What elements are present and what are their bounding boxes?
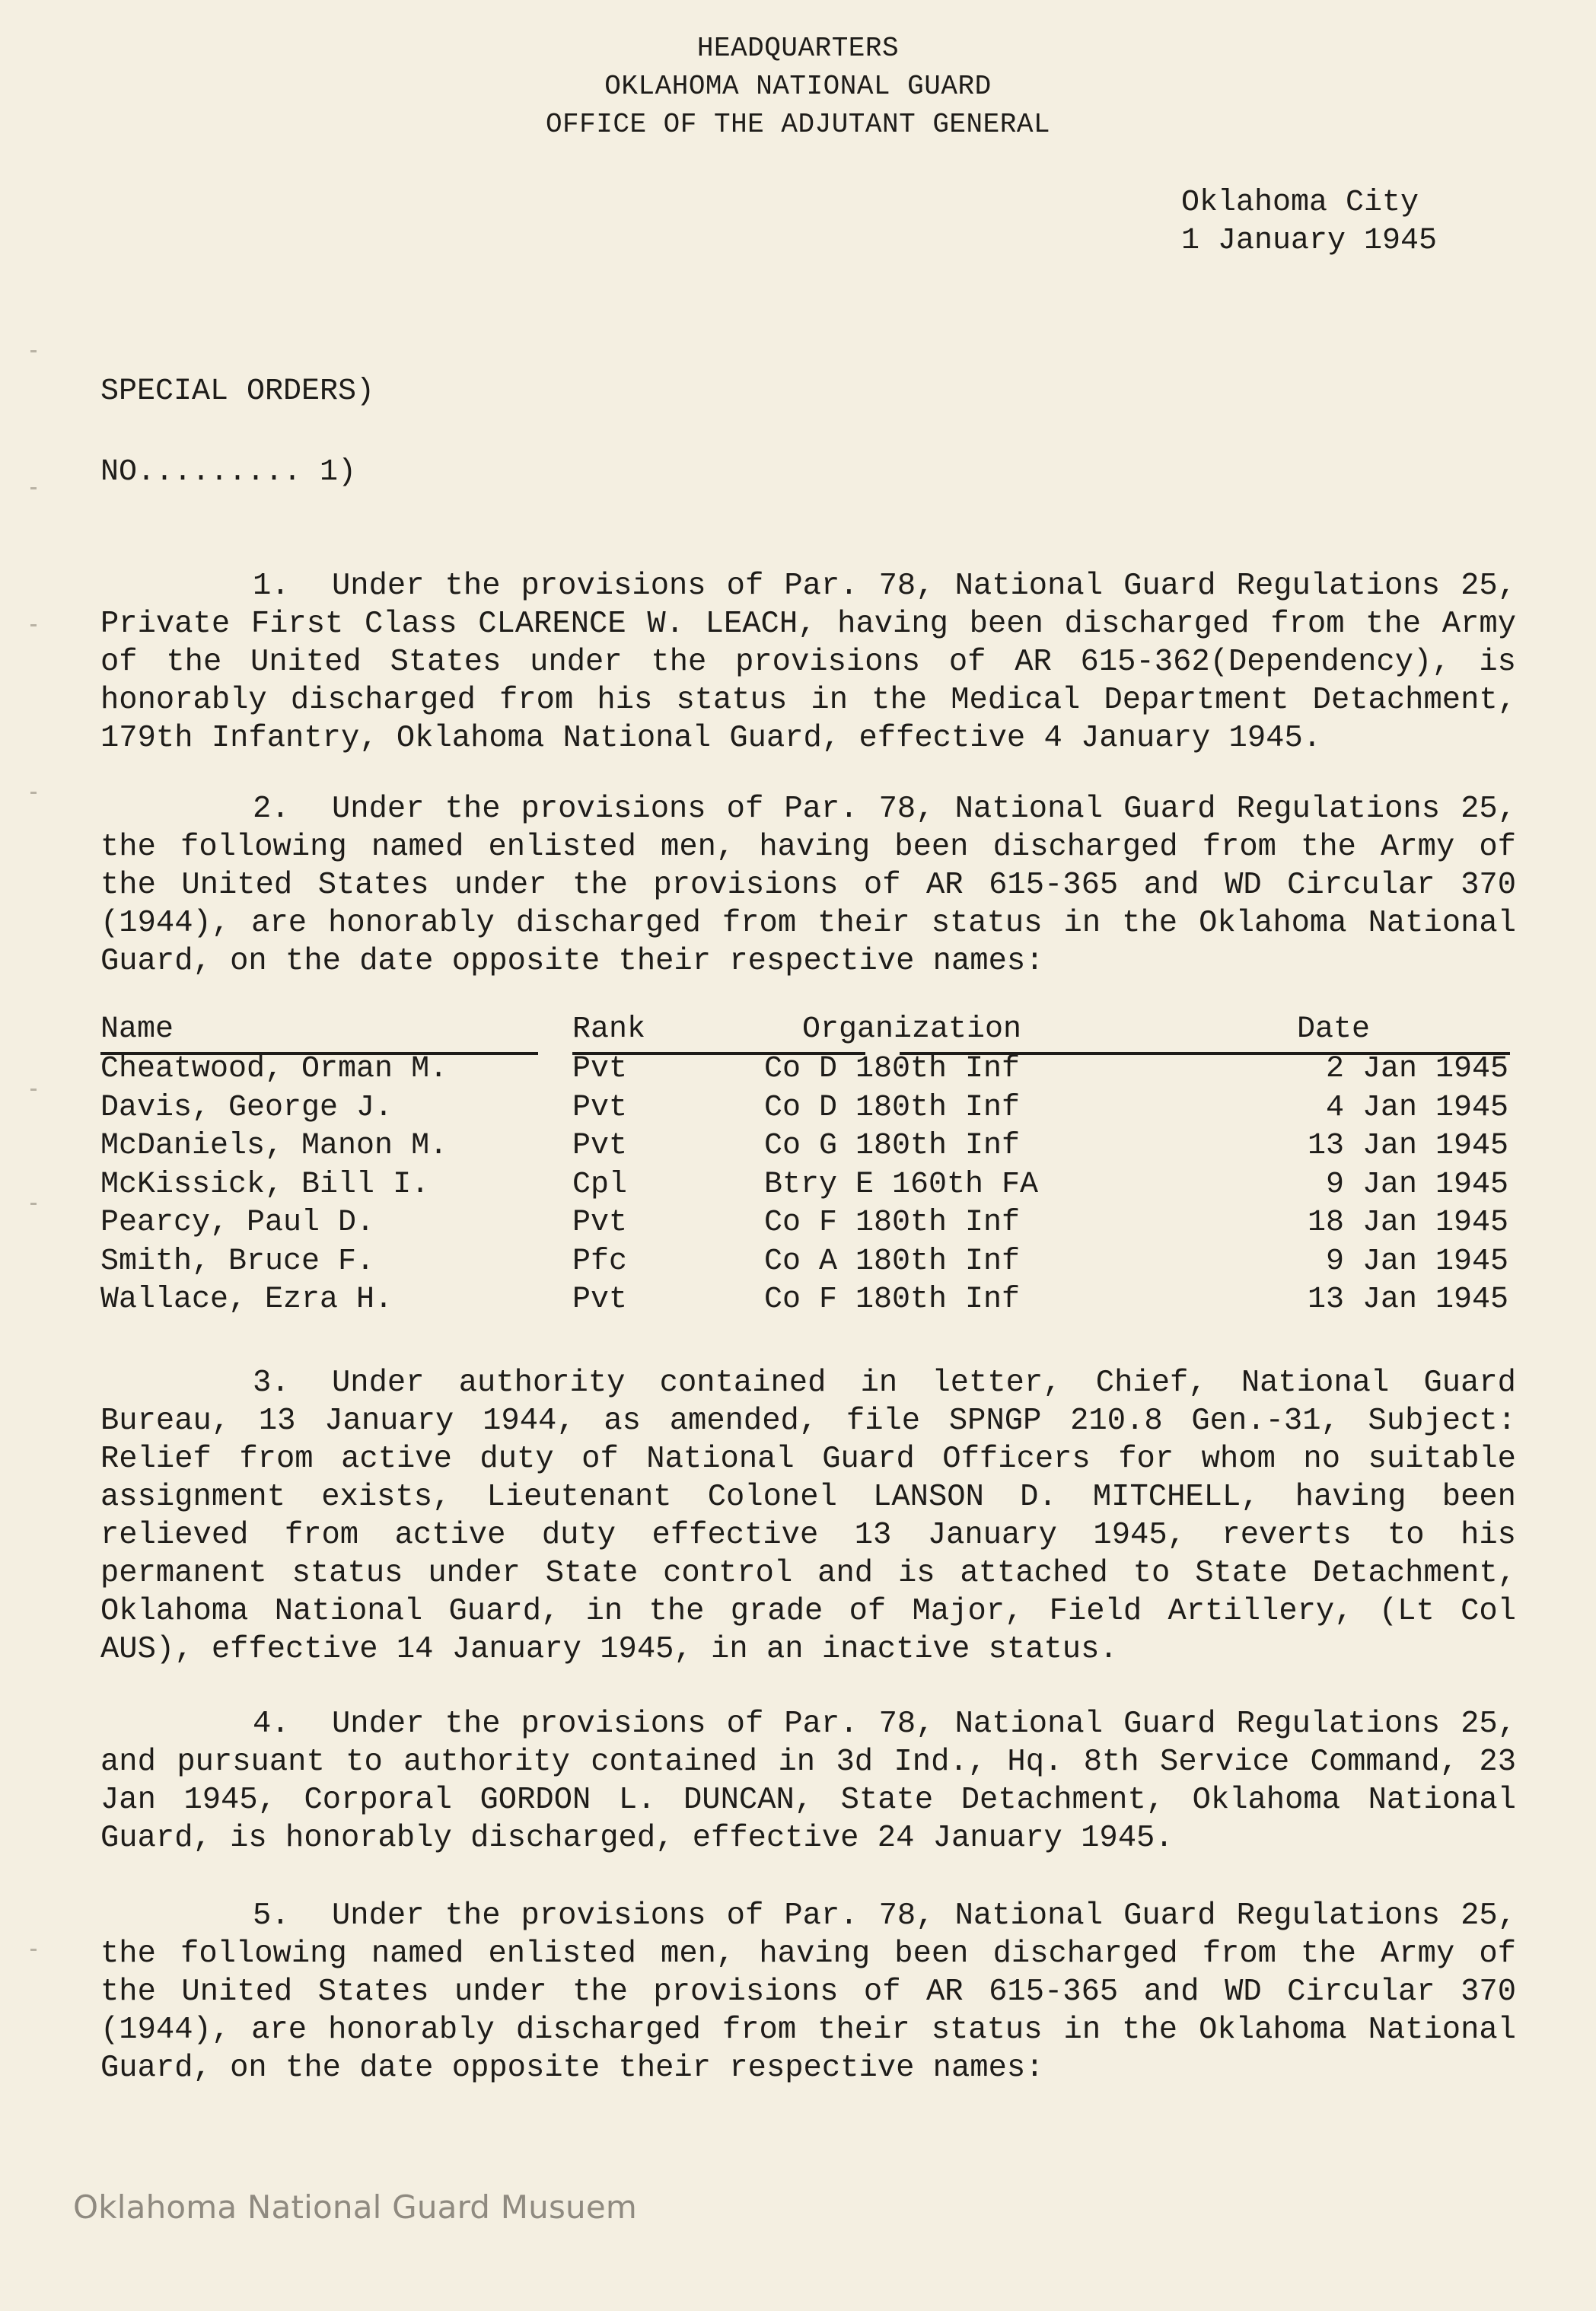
- special-orders-label: SPECIAL ORDERS): [100, 375, 375, 409]
- cell-date: 13 Jan 1945: [1307, 1283, 1508, 1317]
- scan-mark: [30, 1089, 37, 1091]
- cell-date: 9 Jan 1945: [1325, 1244, 1508, 1279]
- paragraph-text: Under the provisions of Par. 78, National Guard Regulations 25, the following named enlisted men, having been discharged from the Army of the United States under the provisions of AR 615-365 and WD Circular 370 (1944), are honorably discharged from their status in the Oklahoma National Guard, on the date opposite their respective names:: [100, 1898, 1516, 2086]
- scan-mark: [30, 487, 37, 489]
- cell-name: Smith, Bruce F.: [100, 1244, 375, 1279]
- cell-organization: Co G 180th Inf: [764, 1129, 1021, 1163]
- column-header-organization: Organization: [802, 1012, 1022, 1047]
- cell-organization: Co D 180th Inf: [764, 1090, 1021, 1125]
- cell-date: 2 Jan 1945: [1325, 1052, 1508, 1086]
- paragraph-number: 1.: [253, 569, 290, 604]
- cell-rank: Pvt: [572, 1206, 628, 1240]
- paragraph-text: Under the provisions of Par. 78, National Guard Regulations 25, and pursuant to authority contained in 3d Ind., Hq. 8th Service Command, 23 Jan 1945, Corporal GORDON L. DUNCAN, State Detachment, Oklahoma National Guard, is honorably discharged, effective 24 January 1945.: [100, 1707, 1516, 1856]
- cell-name: McKissick, Bill I.: [100, 1167, 430, 1202]
- paragraph-1: [100, 567, 1516, 757]
- cell-date: 4 Jan 1945: [1325, 1090, 1508, 1125]
- paragraph-2: [100, 790, 1516, 980]
- paragraph-text: Under the provisions of Par. 78, National Guard Regulations 25, the following named enlisted men, having been discharged from the Army of the United States under the provisions of AR 615-365 and WD Circular 370 (1944), are honorably discharged from their status in the Oklahoma National Guard, on the date opposite their respective names:: [100, 792, 1516, 979]
- column-header-date: Date: [1297, 1012, 1371, 1047]
- table-row: [100, 1206, 1508, 1245]
- cell-rank: Pvt: [572, 1090, 628, 1125]
- paragraph-number: 4.: [253, 1707, 290, 1742]
- cell-name: McDaniels, Manon M.: [100, 1129, 448, 1163]
- order-number: NO......... 1): [100, 455, 357, 489]
- cell-rank: Pvt: [572, 1283, 628, 1317]
- cell-rank: Pfc: [572, 1244, 628, 1279]
- cell-name: Pearcy, Paul D.: [100, 1206, 375, 1240]
- scan-mark: [30, 792, 37, 794]
- paragraph-5: [100, 1897, 1516, 2087]
- cell-name: Davis, George J.: [100, 1090, 393, 1125]
- cell-rank: Pvt: [572, 1052, 628, 1086]
- table-row: [100, 1245, 1508, 1283]
- header-line-3: OFFICE OF THE ADJUTANT GENERAL: [545, 109, 1051, 140]
- paragraph-text: Under the provisions of Par. 78, National Guard Regulations 25, Private First Class CLARENCE W. LEACH, having been discharged from the Army of the United States under the provisions of AR 615-362(Dependency), is honorably discharged from his status in the Medical Department Detachment, 179th Infantry, Oklahoma National Guard, effective 4 January 1945.: [100, 569, 1516, 756]
- paragraph-number: 2.: [253, 792, 290, 827]
- cell-rank: Cpl: [572, 1167, 628, 1202]
- scan-mark: [30, 624, 37, 626]
- column-header-rank: Rank: [572, 1012, 646, 1047]
- scan-mark: [30, 1949, 37, 1951]
- cell-organization: Co D 180th Inf: [764, 1052, 1021, 1086]
- scan-mark: [30, 350, 37, 352]
- paragraph-text: Under authority contained in letter, Chief, National Guard Bureau, 13 January 1944, as amended, file SPNGP 210.8 Gen.-31, Subject: Relief from active duty of National Guard Officers for whom no suitable assignment exists, Lieutenant Colonel LANSON D. MITCHELL, having been relieved from active duty effective 13 January 1945, reverts to his permanent status under State control and is attached to State Detachment, Oklahoma National Guard, in the grade of Major, Field Artillery, (Lt Col AUS), effective 14 January 1945, in an inactive status.: [100, 1366, 1516, 1667]
- discharge-table: [100, 1012, 1508, 1321]
- location-city: Oklahoma City: [1181, 186, 1419, 220]
- table-header: [100, 1012, 1508, 1052]
- cell-organization: Co A 180th Inf: [764, 1244, 1021, 1279]
- scan-mark: [30, 1203, 37, 1205]
- table-row: [100, 1091, 1508, 1130]
- paragraph-4: [100, 1705, 1516, 1857]
- cell-date: 18 Jan 1945: [1307, 1206, 1508, 1240]
- cell-organization: Co F 180th Inf: [764, 1283, 1021, 1317]
- cell-organization: Btry E 160th FA: [764, 1167, 1039, 1202]
- cell-name: Wallace, Ezra H.: [100, 1283, 393, 1317]
- table-row: [100, 1168, 1508, 1207]
- table-row: [100, 1283, 1508, 1321]
- cell-date: 9 Jan 1945: [1325, 1167, 1508, 1202]
- cell-date: 13 Jan 1945: [1307, 1129, 1508, 1163]
- column-header-name: Name: [100, 1012, 174, 1047]
- museum-watermark: Oklahoma National Guard Musuem: [73, 2188, 638, 2226]
- cell-name: Cheatwood, Orman M.: [100, 1052, 448, 1086]
- header-line-2: OKLAHOMA NATIONAL GUARD: [604, 71, 992, 102]
- table-row: [100, 1129, 1508, 1168]
- paragraph-number: 3.: [253, 1366, 290, 1401]
- paragraph-number: 5.: [253, 1898, 290, 1933]
- document-date: 1 January 1945: [1181, 224, 1438, 258]
- header-line-1: HEADQUARTERS: [696, 33, 900, 64]
- table-row: [100, 1052, 1508, 1091]
- cell-organization: Co F 180th Inf: [764, 1206, 1021, 1240]
- paragraph-3: [100, 1364, 1516, 1669]
- cell-rank: Pvt: [572, 1129, 628, 1163]
